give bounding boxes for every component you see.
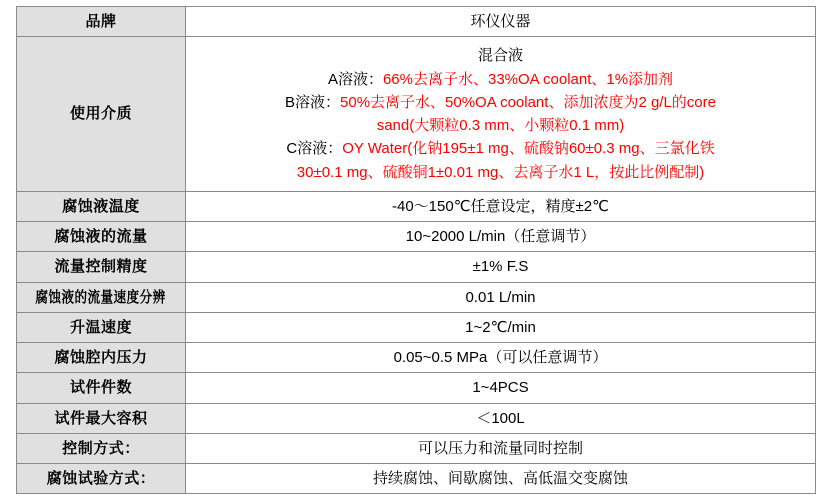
row-value: 1~4PCS <box>186 373 816 403</box>
table-row <box>17 282 816 312</box>
table-row <box>17 191 816 221</box>
row-value: 1~2℃/min <box>186 312 816 342</box>
row-value: 环仪仪器 <box>186 7 816 37</box>
media-line <box>190 68 811 91</box>
table-row <box>17 7 816 37</box>
row-label: 控制方式： <box>17 433 186 463</box>
table-row <box>17 37 816 192</box>
row-label: 流量控制精度 <box>17 252 186 282</box>
table-row <box>17 373 816 403</box>
row-value: ＜100L <box>186 403 816 433</box>
media-line <box>190 161 811 184</box>
media-text: B溶液： <box>285 93 341 111</box>
media-text-highlight: sand(大颗粒0.3 mm、小颗粒0.1 mm) <box>376 117 625 134</box>
media-text: C溶液： <box>286 140 343 158</box>
table-row <box>17 312 816 342</box>
row-label: 升温速度 <box>17 312 186 342</box>
media-line <box>190 91 811 114</box>
row-label: 试件件数 <box>17 373 186 403</box>
row-label: 腐蚀液的流量 <box>17 222 186 252</box>
row-label: 品牌 <box>17 7 186 37</box>
table-row <box>17 433 816 463</box>
row-value: 可以压力和流量同时控制 <box>186 433 816 463</box>
table-row <box>17 343 816 373</box>
row-label: 腐蚀试验方式： <box>17 464 186 494</box>
row-value: 10~2000 L/min（任意调节） <box>186 222 816 252</box>
row-value: 0.05~0.5 MPa（可以任意调节） <box>186 343 816 373</box>
media-text-highlight: 50%去离子水、50%OA coolant、添加浓度为2 g/L的core <box>340 93 716 111</box>
row-label-text: 腐蚀液的流量速度分辨 <box>35 288 167 306</box>
media-text: 混合液 <box>477 47 523 65</box>
specification-table <box>16 6 816 494</box>
row-value: 0.01 L/min <box>186 282 816 312</box>
media-line <box>190 114 811 137</box>
row-label: 腐蚀腔内压力 <box>17 343 186 373</box>
row-value: ±1% F.S <box>186 252 816 282</box>
media-text-highlight: 66%去离子水、33%OA coolant、1%添加剂 <box>382 70 674 88</box>
row-label <box>17 282 186 312</box>
media-text-highlight: OY Water(化钠195±1 mg、硫酸钠60±0.3 mg、三氯化铁 <box>342 140 715 158</box>
row-label: 试件最大容积 <box>17 403 186 433</box>
row-value <box>186 37 816 192</box>
row-label: 腐蚀液温度 <box>17 191 186 221</box>
row-label: 使用介质 <box>17 37 186 192</box>
media-text: A溶液： <box>327 70 383 88</box>
row-value: 持续腐蚀、间歇腐蚀、高低温交变腐蚀 <box>186 464 816 494</box>
media-text-highlight: 30±0.1 mg、硫酸铜1±0.01 mg、去离子水1 L，按此比例配制) <box>296 163 705 181</box>
table-body <box>17 7 816 494</box>
table-row <box>17 222 816 252</box>
media-line <box>190 137 811 160</box>
row-value: -40～150℃任意设定，精度±2℃ <box>186 191 816 221</box>
table-row <box>17 252 816 282</box>
table-row <box>17 464 816 494</box>
table-row <box>17 403 816 433</box>
media-line <box>190 44 811 67</box>
